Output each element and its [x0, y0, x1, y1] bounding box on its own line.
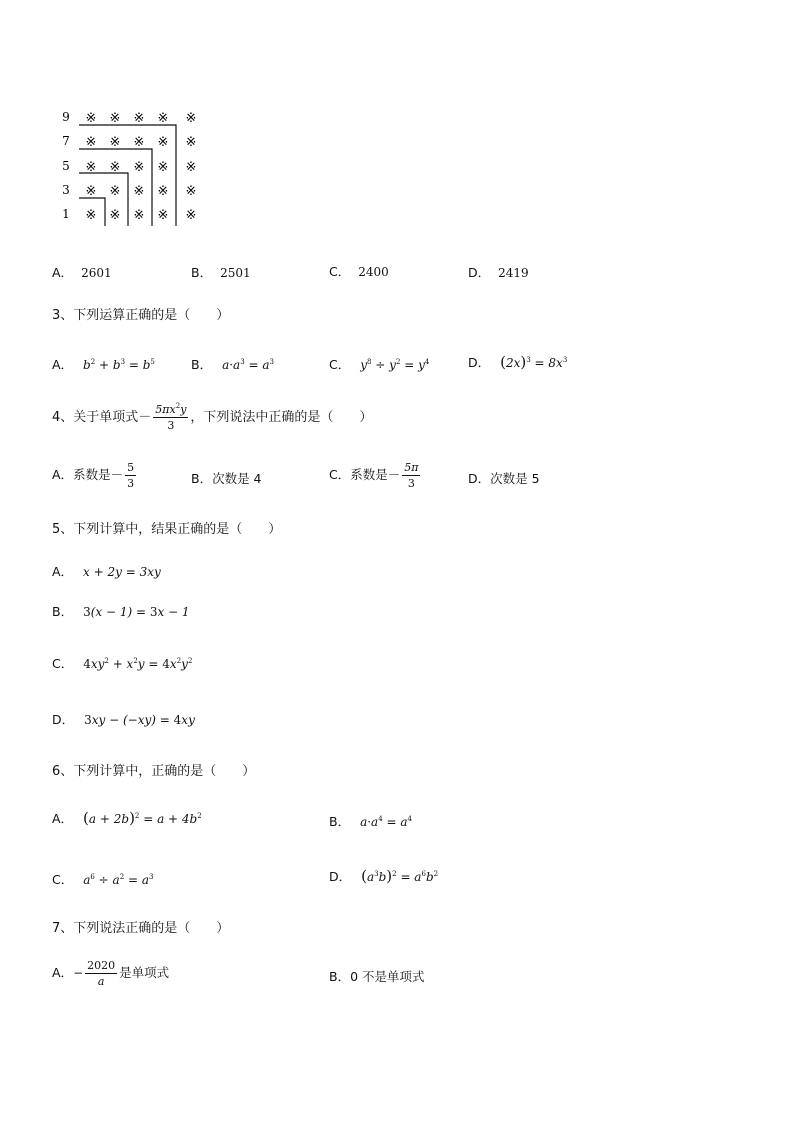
- grid-symbol: ※: [133, 208, 145, 223]
- q3-stem: 3、下列运算正确的是（ ）: [52, 308, 230, 323]
- q4-option-a[interactable]: A．系数是－ $\frac{5}{3}$: [52, 461, 135, 490]
- q3-option-a[interactable]: A． $b^2 + b^3 = b^5$: [52, 357, 155, 372]
- q6-stem: 6、下列计算中，正确的是（ ）: [52, 764, 256, 779]
- q5-option-c[interactable]: C． $4xy^2 + x^2y = 4x^2y^2$: [52, 656, 193, 671]
- row-label: 7: [62, 134, 70, 148]
- q4-option-b[interactable]: B．次数是 4: [191, 471, 262, 486]
- q7-option-a[interactable]: A．− $\frac{2020}{a}$ 是单项式: [52, 959, 170, 988]
- q5-option-d[interactable]: D． 3xy − (−xy) = 4xy: [52, 712, 195, 727]
- grid-symbol: ※: [85, 208, 97, 223]
- grid-symbol: ※: [85, 160, 97, 175]
- q6-option-d[interactable]: D． $(a^3b)^2 = a^6b^2$: [329, 867, 439, 885]
- pattern-figure: [60, 104, 210, 230]
- grid-symbol: ※: [157, 111, 169, 126]
- symbol-grid: [86, 111, 197, 223]
- grid-symbol: ※: [109, 184, 121, 199]
- q6-option-b[interactable]: B． $a\cdot a^4 = a^4$: [329, 814, 412, 829]
- q7-option-b[interactable]: B．0 不是单项式: [329, 969, 425, 984]
- q4-option-c[interactable]: C．系数是－ $\frac{5\pi}{3}$: [329, 461, 419, 490]
- row-label: 5: [62, 159, 70, 173]
- grid-symbol: ※: [185, 135, 197, 150]
- q2-option-c[interactable]: C． 2400: [329, 264, 389, 279]
- grid-symbol: ※: [157, 135, 169, 150]
- q2-option-b[interactable]: B． 2501: [191, 265, 251, 280]
- q3-option-b[interactable]: B． $a\cdot a^3 = a^3$: [191, 357, 274, 372]
- q6-option-c[interactable]: C． $a^6 \div a^2 = a^3$: [52, 872, 154, 887]
- grid-symbol: ※: [185, 208, 197, 223]
- grid-symbol: ※: [133, 135, 145, 150]
- row-label: 1: [62, 207, 70, 221]
- grid-symbol: ※: [109, 135, 121, 150]
- q7-stem: 7、下列说法正确的是（ ）: [52, 921, 230, 936]
- q2-option-a[interactable]: A． 2601: [52, 265, 112, 280]
- row-label: 3: [62, 183, 70, 197]
- row-label: 9: [62, 110, 70, 124]
- q5-option-b[interactable]: B． 3(x − 1) = 3x − 1: [52, 604, 190, 619]
- q5-option-a[interactable]: A． x + 2y = 3xy: [52, 564, 161, 579]
- grid-symbol: ※: [157, 160, 169, 175]
- q4-option-d[interactable]: D．次数是 5: [468, 471, 540, 486]
- grid-symbol: ※: [157, 184, 169, 199]
- row-labels: [62, 110, 70, 221]
- grid-symbol: ※: [185, 111, 197, 126]
- grid-symbol: ※: [133, 160, 145, 175]
- grid-symbol: ※: [85, 111, 97, 126]
- grid-symbol: ※: [85, 184, 97, 199]
- q6-option-a[interactable]: A． $(a + 2b)^2 = a + 4b^2$: [52, 809, 202, 827]
- q2-option-d[interactable]: D． 2419: [468, 265, 529, 280]
- q3-option-c[interactable]: C． $y^8 \div y^2 = y^4$: [329, 357, 430, 372]
- grid-symbol: ※: [133, 184, 145, 199]
- grid-symbol: ※: [185, 160, 197, 175]
- grid-symbol: ※: [109, 208, 121, 223]
- grid-symbol: ※: [109, 160, 121, 175]
- grid-symbol: ※: [185, 184, 197, 199]
- grid-symbol: ※: [85, 135, 97, 150]
- q4-stem: 4、关于单项式－ $\frac{5\pi x^2y}{3}$ ，下列说法中正确的是（ ）: [52, 402, 373, 432]
- q5-stem: 5、下列计算中，结果正确的是（ ）: [52, 522, 282, 537]
- q3-option-d[interactable]: D． $(2x)^3 = 8x^3$: [468, 353, 568, 371]
- grid-symbol: ※: [109, 111, 121, 126]
- grid-symbol: ※: [157, 208, 169, 223]
- grid-symbol: ※: [133, 111, 145, 126]
